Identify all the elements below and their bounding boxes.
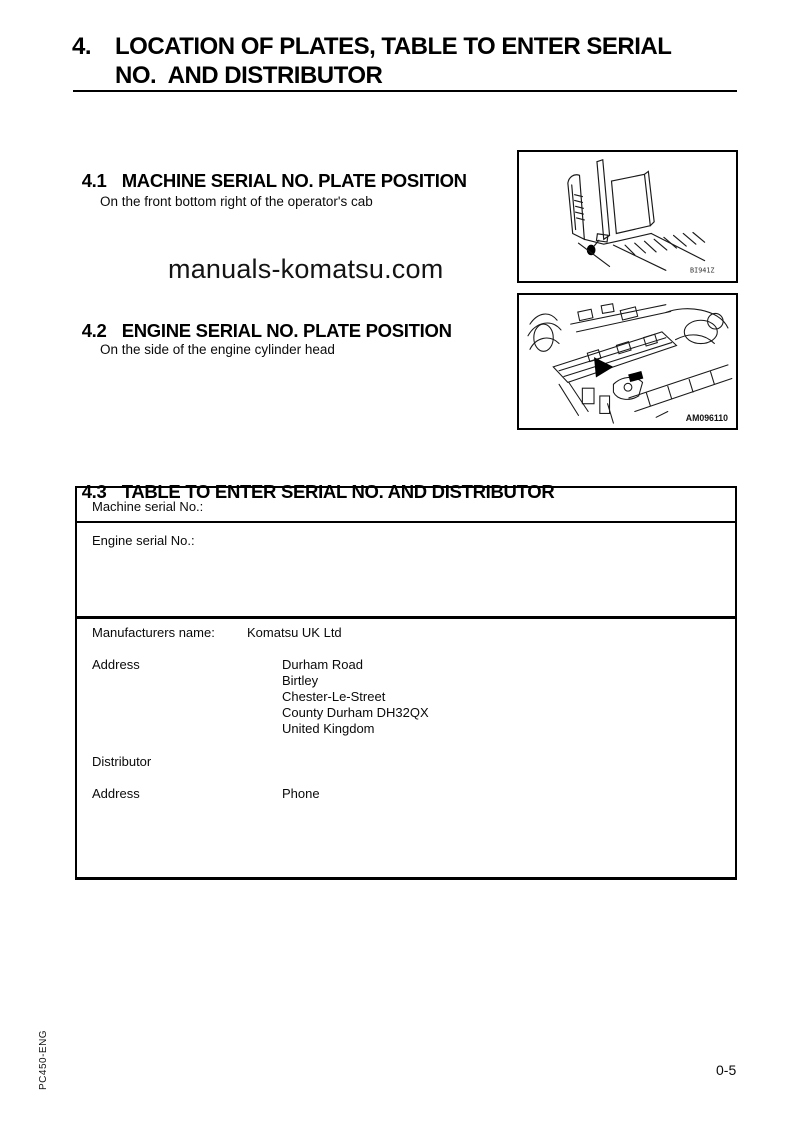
manufacturer-name-value: Komatsu UK Ltd — [247, 625, 342, 640]
manufacturer-address-label: Address — [92, 657, 140, 672]
cab-line-drawing-icon — [519, 152, 736, 281]
table-divider — [77, 616, 735, 619]
engine-serial-plate-figure — [517, 293, 738, 430]
address-line: Durham Road — [282, 657, 363, 672]
section-title-4-1: MACHINE SERIAL NO. PLATE POSITION — [121, 170, 467, 191]
spine-code: PC450-ENG — [38, 1029, 49, 1090]
figure-2-label: AM096110 — [685, 413, 728, 424]
figure-1-label: BI941Z — [690, 266, 715, 275]
engine-line-drawing-icon — [519, 295, 736, 428]
chapter-number: 4. — [72, 33, 92, 60]
distributor-label: Distributor — [92, 754, 152, 769]
address-line: County Durham DH32QX — [282, 705, 429, 720]
section-4-1-body: On the front bottom right of the operator's cab — [100, 194, 373, 209]
section-heading-4-2 — [72, 298, 452, 342]
address-line: Chester-Le-Street — [282, 689, 386, 704]
title-underline — [73, 90, 737, 92]
section-title-4-2: ENGINE SERIAL NO. PLATE POSITION — [121, 320, 452, 341]
address-line: Birtley — [282, 673, 319, 688]
table-divider — [77, 521, 735, 523]
chapter-title-line1: LOCATION OF PLATES, TABLE TO ENTER SERIAL — [115, 33, 672, 60]
manufacturer-name-label: Manufacturers name: — [92, 625, 215, 640]
section-4-2-body: On the side of the engine cylinder head — [100, 342, 335, 357]
page-number: 0-5 — [716, 1062, 737, 1078]
watermark-text: manuals-komatsu.com — [168, 254, 444, 284]
chapter-title-line2: NO. AND DISTRIBUTOR — [115, 62, 383, 89]
section-number-4-1: 4.1 — [81, 170, 107, 191]
phone-label: Phone — [282, 786, 320, 801]
manufacturer-address-value — [282, 657, 429, 737]
serial-distributor-table — [75, 486, 737, 880]
address-line: United Kingdom — [282, 721, 375, 736]
section-title-4-3: TABLE TO ENTER SERIAL NO. AND DISTRIBUTOR — [121, 481, 555, 502]
machine-serial-plate-figure — [517, 150, 738, 283]
machine-serial-label: Machine serial No.: — [92, 499, 204, 514]
engine-serial-label: Engine serial No.: — [92, 533, 195, 548]
section-heading-4-1 — [72, 148, 467, 192]
section-number-4-3: 4.3 — [81, 481, 107, 502]
distributor-address-label: Address — [92, 786, 140, 801]
section-number-4-2: 4.2 — [81, 320, 107, 341]
